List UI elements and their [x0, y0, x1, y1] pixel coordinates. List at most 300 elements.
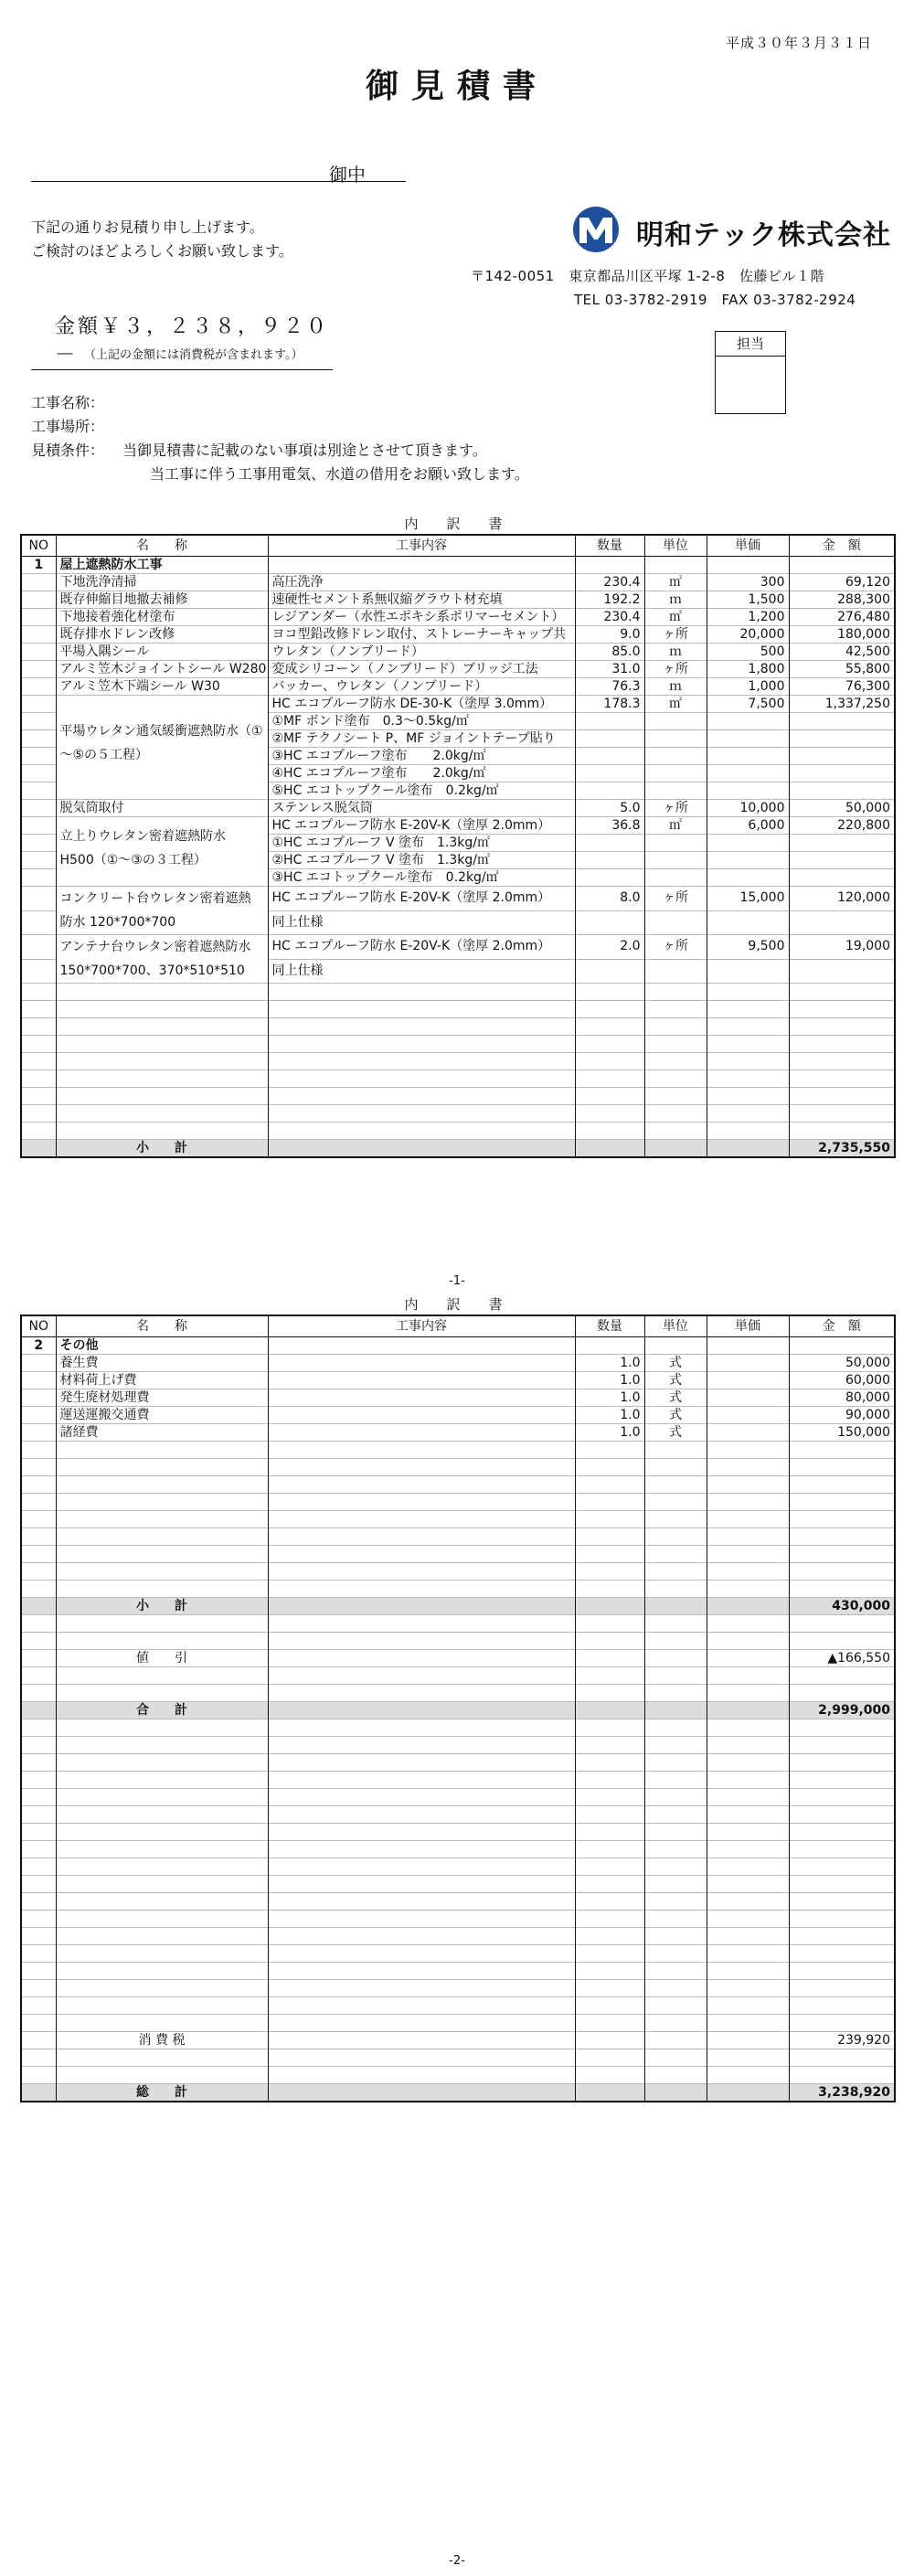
cell-unit — [644, 1667, 707, 1685]
cell-price — [707, 1442, 789, 1459]
company-address: 〒142-0051 東京都品川区平塚 1-2-8 佐藤ビル１階 — [471, 268, 824, 284]
cell-desc — [268, 1511, 575, 1528]
table-row — [21, 1459, 895, 1476]
col-price: 単価 — [707, 535, 789, 557]
cell-desc — [268, 1407, 575, 1424]
table-row — [21, 626, 895, 644]
cell-amount: 76,300 — [789, 678, 895, 696]
cell-price — [707, 869, 789, 887]
table-row — [21, 1389, 895, 1407]
table-row — [21, 1355, 895, 1372]
cell-price — [707, 1615, 789, 1633]
cell-qty — [575, 1615, 644, 1633]
table-row — [21, 2032, 895, 2049]
cell-no — [21, 817, 56, 835]
cell-no — [21, 1841, 56, 1858]
cell-desc — [268, 1140, 575, 1158]
cell-price: 1,500 — [707, 591, 789, 609]
cell-no — [21, 910, 56, 935]
cell-unit — [644, 869, 707, 887]
cell-qty — [575, 1997, 644, 2015]
cell-desc — [268, 557, 575, 574]
cell-qty: 230.4 — [575, 574, 644, 591]
cell-desc — [268, 1355, 575, 1372]
cell-price — [707, 765, 789, 782]
cell-price — [707, 1088, 789, 1105]
cell-desc: ②MF テクノシート P、MF ジョイントテープ貼り — [268, 730, 575, 748]
cell-no — [21, 2067, 56, 2084]
cell-desc — [268, 1893, 575, 1911]
cell-price — [707, 1980, 789, 1997]
cell-no: 2 — [21, 1337, 56, 1355]
cell-desc — [268, 1754, 575, 1772]
cell-unit — [644, 1945, 707, 1963]
cell-qty — [575, 835, 644, 852]
cell-name — [56, 1053, 268, 1070]
cell-unit — [644, 1963, 707, 1980]
cell-no — [21, 1088, 56, 1105]
cell-unit — [644, 1036, 707, 1053]
cell-amount — [789, 1806, 895, 1824]
cell-qty — [575, 2049, 644, 2067]
cell-unit — [644, 1528, 707, 1546]
tax-label: 消 費 税 — [56, 2032, 268, 2049]
subtotal-value: 430,000 — [789, 1598, 895, 1615]
cell-amount — [789, 1459, 895, 1476]
cell-qty — [575, 1963, 644, 1980]
cell-no — [21, 1123, 56, 1140]
cell-qty: 1.0 — [575, 1424, 644, 1442]
cell-amount — [789, 2049, 895, 2067]
cell-unit: ㎡ — [644, 609, 707, 626]
cell-desc: HC エコプルーフ防水 E-20V-K（塗厚 2.0mm） — [268, 887, 575, 911]
cell-unit — [644, 1789, 707, 1806]
table-row — [21, 1945, 895, 1963]
cell-no — [21, 2049, 56, 2067]
cell-unit — [644, 835, 707, 852]
cell-qty: 1.0 — [575, 1355, 644, 1372]
cell-amount: 55,800 — [789, 661, 895, 678]
cell-price — [707, 1355, 789, 1372]
cell-desc — [268, 1876, 575, 1893]
cell-unit — [644, 2032, 707, 2049]
cell-name: 発生廃材処理費 — [56, 1389, 268, 1407]
cell-name — [56, 1563, 268, 1581]
cell-qty — [575, 1123, 644, 1140]
cell-amount — [789, 1476, 895, 1494]
cell-amount — [789, 713, 895, 730]
estimate-table-page2 — [20, 1315, 896, 2102]
cell-amount — [789, 852, 895, 869]
cell-unit — [644, 1997, 707, 2015]
cell-qty — [575, 1528, 644, 1546]
cell-qty: 178.3 — [575, 696, 644, 713]
cell-desc: HC エコプルーフ防水 E-20V-K（塗厚 2.0mm） — [268, 935, 575, 960]
cell-price — [707, 1070, 789, 1088]
table-row — [21, 1546, 895, 1563]
table-row — [21, 1633, 895, 1650]
cell-desc — [268, 1980, 575, 1997]
cell-no — [21, 678, 56, 696]
cell-price — [707, 1546, 789, 1563]
cell-name — [56, 1893, 268, 1911]
table-row — [21, 800, 895, 817]
cell-price: 500 — [707, 644, 789, 661]
cell-no — [21, 1685, 56, 1702]
cell-desc — [268, 1476, 575, 1494]
table-row — [21, 1053, 895, 1070]
section-name: その他 — [56, 1337, 268, 1355]
cell-desc — [268, 1667, 575, 1685]
cell-price — [707, 1824, 789, 1841]
table-row — [21, 1858, 895, 1876]
cell-no — [21, 1424, 56, 1442]
cell-qty — [575, 1633, 644, 1650]
cell-unit — [644, 2067, 707, 2084]
cell-unit — [644, 1980, 707, 1997]
cell-no — [21, 1911, 56, 1928]
table-row — [21, 1140, 895, 1158]
cell-desc — [268, 1806, 575, 1824]
cell-amount — [789, 730, 895, 748]
cell-unit — [644, 1337, 707, 1355]
cell-name — [56, 1494, 268, 1511]
cell-price — [707, 730, 789, 748]
table-row — [21, 1528, 895, 1546]
cell-qty — [575, 1140, 644, 1158]
cell-price — [707, 2032, 789, 2049]
cell-no — [21, 1070, 56, 1088]
cell-qty — [575, 1088, 644, 1105]
cell-unit: ヶ所 — [644, 887, 707, 911]
cell-price — [707, 2067, 789, 2084]
cell-price — [707, 1928, 789, 1945]
cell-no — [21, 730, 56, 748]
cell-price — [707, 1105, 789, 1123]
table-row — [21, 1997, 895, 2015]
cell-qty — [575, 1511, 644, 1528]
cell-desc — [268, 984, 575, 1001]
cell-desc — [268, 1702, 575, 1719]
cell-no — [21, 1806, 56, 1824]
table-row — [21, 817, 895, 835]
cell-amount: 276,480 — [789, 609, 895, 626]
cell-unit: ｍ — [644, 678, 707, 696]
cell-price — [707, 1407, 789, 1424]
cell-no — [21, 887, 56, 911]
cell-amount — [789, 2015, 895, 2032]
cell-name — [56, 1858, 268, 1876]
cell-amount — [789, 1615, 895, 1633]
cell-desc — [268, 1123, 575, 1140]
cell-qty — [575, 1036, 644, 1053]
cell-unit: 式 — [644, 1389, 707, 1407]
cell-no — [21, 2032, 56, 2049]
cell-desc: バッカー、ウレタン（ノンブリード） — [268, 678, 575, 696]
cell-unit: ヶ所 — [644, 661, 707, 678]
cell-amount: 220,800 — [789, 817, 895, 835]
cell-no — [21, 1563, 56, 1581]
cell-desc — [268, 1581, 575, 1598]
cell-price: 300 — [707, 574, 789, 591]
cell-price: 7,500 — [707, 696, 789, 713]
cell-unit: 式 — [644, 1407, 707, 1424]
info-row — [31, 391, 529, 415]
cell-amount — [789, 557, 895, 574]
cell-no — [21, 1945, 56, 1963]
cell-no — [21, 1650, 56, 1667]
cell-no — [21, 1754, 56, 1772]
table-row — [21, 1980, 895, 1997]
cell-price — [707, 1772, 789, 1789]
cell-price — [707, 1858, 789, 1876]
cell-qty — [575, 1018, 644, 1036]
cell-name — [56, 1841, 268, 1858]
cell-amount — [789, 1633, 895, 1650]
cell-price — [707, 1511, 789, 1528]
cell-name: アルミ笠木下端シール W30 — [56, 678, 268, 696]
cell-amount — [789, 1824, 895, 1841]
cell-desc: ①MF ボンド塗布 0.3～0.5kg/㎡ — [268, 713, 575, 730]
cell-qty — [575, 1685, 644, 1702]
table-row — [21, 1719, 895, 1737]
cell-name — [56, 1754, 268, 1772]
table-row — [21, 609, 895, 626]
cell-price — [707, 1719, 789, 1737]
cell-no — [21, 1997, 56, 2015]
col-price: 単価 — [707, 1315, 789, 1337]
cell-qty — [575, 1667, 644, 1685]
cell-qty — [575, 852, 644, 869]
cell-no — [21, 626, 56, 644]
cell-unit — [644, 1876, 707, 1893]
cell-desc — [268, 2049, 575, 2067]
cell-no: 1 — [21, 557, 56, 574]
section-name: 屋上遮熱防水工事 — [56, 557, 268, 574]
cell-amount — [789, 1581, 895, 1598]
cell-qty — [575, 1337, 644, 1355]
cell-price — [707, 1945, 789, 1963]
table-row — [21, 644, 895, 661]
cell-amount — [789, 984, 895, 1001]
company-name: 明和テック株式会社 — [636, 219, 891, 251]
info-row — [31, 463, 529, 486]
info-key: 見積条件： — [31, 442, 105, 459]
cell-no — [21, 835, 56, 852]
col-no: NO — [21, 1315, 56, 1337]
cell-price: 9,500 — [707, 935, 789, 960]
cell-no — [21, 1615, 56, 1633]
cell-unit — [644, 730, 707, 748]
cell-unit: ヶ所 — [644, 800, 707, 817]
cell-price — [707, 835, 789, 852]
cell-price — [707, 1806, 789, 1824]
cell-qty — [575, 1001, 644, 1018]
cell-name — [56, 1105, 268, 1123]
cell-unit: ㎡ — [644, 574, 707, 591]
cell-unit — [644, 1546, 707, 1563]
cell-desc — [268, 1997, 575, 2015]
cell-no — [21, 1546, 56, 1563]
cell-unit: 式 — [644, 1355, 707, 1372]
table-row — [21, 591, 895, 609]
cell-qty — [575, 1980, 644, 1997]
cell-qty: 5.0 — [575, 800, 644, 817]
cell-qty — [575, 1772, 644, 1789]
cell-qty — [575, 748, 644, 765]
cell-name — [56, 1088, 268, 1105]
cell-no — [21, 1702, 56, 1719]
cell-unit — [644, 2049, 707, 2067]
col-unit: 単位 — [644, 1315, 707, 1337]
cell-qty — [575, 765, 644, 782]
cell-unit — [644, 1633, 707, 1650]
cell-name — [56, 2015, 268, 2032]
cell-no — [21, 1018, 56, 1036]
cell-amount — [789, 765, 895, 782]
cell-qty — [575, 910, 644, 935]
cell-unit: 式 — [644, 1372, 707, 1389]
cell-name — [56, 1070, 268, 1088]
cell-qty — [575, 1876, 644, 1893]
cell-desc — [268, 1685, 575, 1702]
cell-amount — [789, 1737, 895, 1754]
subtotal-label: 小 計 — [56, 1598, 268, 1615]
cell-no — [21, 1476, 56, 1494]
table-row — [21, 1754, 895, 1772]
cell-qty — [575, 1650, 644, 1667]
cell-amount — [789, 1997, 895, 2015]
cell-qty — [575, 557, 644, 574]
cell-no — [21, 1036, 56, 1053]
cell-unit — [644, 748, 707, 765]
col-desc: 工事内容 — [268, 535, 575, 557]
cell-name: 既存排水ドレン改修 — [56, 626, 268, 644]
cell-qty — [575, 1719, 644, 1737]
cell-price — [707, 2084, 789, 2102]
cell-amount — [789, 1893, 895, 1911]
cell-name — [56, 1789, 268, 1806]
cell-qty — [575, 959, 644, 984]
cell-name — [56, 1824, 268, 1841]
cell-unit — [644, 984, 707, 1001]
info-value: 当工事に伴う工事用電気、水道の借用をお願い致します。 — [150, 465, 529, 483]
table-row — [21, 1615, 895, 1633]
cell-desc: ヨコ型鉛改修ドレン取付、ストレーナーキャップ共 — [268, 626, 575, 644]
cell-price — [707, 557, 789, 574]
cell-qty — [575, 1105, 644, 1123]
cell-price — [707, 910, 789, 935]
cell-no — [21, 1667, 56, 1685]
cell-no — [21, 1140, 56, 1158]
cell-no — [21, 574, 56, 591]
cell-price — [707, 1337, 789, 1355]
cell-no — [21, 1928, 56, 1945]
grand-total-label: 総 計 — [56, 2084, 268, 2102]
cell-amount — [789, 1018, 895, 1036]
cell-amount — [789, 1876, 895, 1893]
cell-price — [707, 1911, 789, 1928]
total-label: 合 計 — [56, 1702, 268, 1719]
table-row — [21, 574, 895, 591]
subtotal-value: 2,735,550 — [789, 1140, 895, 1158]
cell-unit — [644, 1615, 707, 1633]
cell-price — [707, 1001, 789, 1018]
cell-name: アルミ笠木ジョイントシール W280 — [56, 661, 268, 678]
table-row — [21, 1667, 895, 1685]
cell-no — [21, 644, 56, 661]
cell-price — [707, 959, 789, 984]
cell-desc — [268, 1841, 575, 1858]
cell-amount — [789, 1841, 895, 1858]
cell-amount — [789, 1754, 895, 1772]
cell-amount — [789, 1337, 895, 1355]
cell-name — [56, 1511, 268, 1528]
cell-desc — [268, 1528, 575, 1546]
cell-name: 下地接着強化材塗布 — [56, 609, 268, 626]
page2-title: 内 訳 書 — [404, 1296, 510, 1313]
cell-price — [707, 748, 789, 765]
cell-price: 20,000 — [707, 626, 789, 644]
cell-desc — [268, 1018, 575, 1036]
cell-no — [21, 1105, 56, 1123]
cell-amount: 50,000 — [789, 800, 895, 817]
cell-no — [21, 1824, 56, 1841]
table-row — [21, 1876, 895, 1893]
cell-price: 1,000 — [707, 678, 789, 696]
table-row — [21, 1806, 895, 1824]
cell-amount: 50,000 — [789, 1355, 895, 1372]
cell-no — [21, 1442, 56, 1459]
page1-body — [21, 557, 895, 1158]
cell-desc: 変成シリコーン（ノンブリード）ブリッジ工法 — [268, 661, 575, 678]
cell-desc: 速硬性セメント系無収縮グラウト材充填 — [268, 591, 575, 609]
cell-unit — [644, 1806, 707, 1824]
cell-qty — [575, 1841, 644, 1858]
cell-price — [707, 713, 789, 730]
cell-amount: 42,500 — [789, 644, 895, 661]
cell-qty: 31.0 — [575, 661, 644, 678]
cell-price — [707, 1581, 789, 1598]
cell-no — [21, 765, 56, 782]
cell-price — [707, 1372, 789, 1389]
cell-amount — [789, 1036, 895, 1053]
cell-price — [707, 1123, 789, 1140]
cell-unit — [644, 1053, 707, 1070]
cell-no — [21, 609, 56, 626]
cell-desc — [268, 1494, 575, 1511]
col-qty: 数量 — [575, 535, 644, 557]
table-row — [21, 1372, 895, 1389]
cell-no — [21, 1494, 56, 1511]
cell-qty — [575, 1053, 644, 1070]
col-name: 名 称 — [56, 535, 268, 557]
cell-amount — [789, 1528, 895, 1546]
cell-desc: HC エコプルーフ防水 DE-30-K（塗厚 3.0mm） — [268, 696, 575, 713]
company-tel-fax: TEL 03-3782-2919 FAX 03-3782-2924 — [574, 292, 856, 308]
cell-qty: 2.0 — [575, 935, 644, 960]
table-row — [21, 1070, 895, 1088]
cell-price — [707, 1389, 789, 1407]
cell-desc — [268, 1070, 575, 1088]
cell-amount: 90,000 — [789, 1407, 895, 1424]
cell-price: 6,000 — [707, 817, 789, 835]
cell-name — [56, 1036, 268, 1053]
cell-name: 運送運搬交通費 — [56, 1407, 268, 1424]
cell-desc — [268, 1928, 575, 1945]
stamp-box — [715, 331, 786, 414]
cell-unit — [644, 1001, 707, 1018]
